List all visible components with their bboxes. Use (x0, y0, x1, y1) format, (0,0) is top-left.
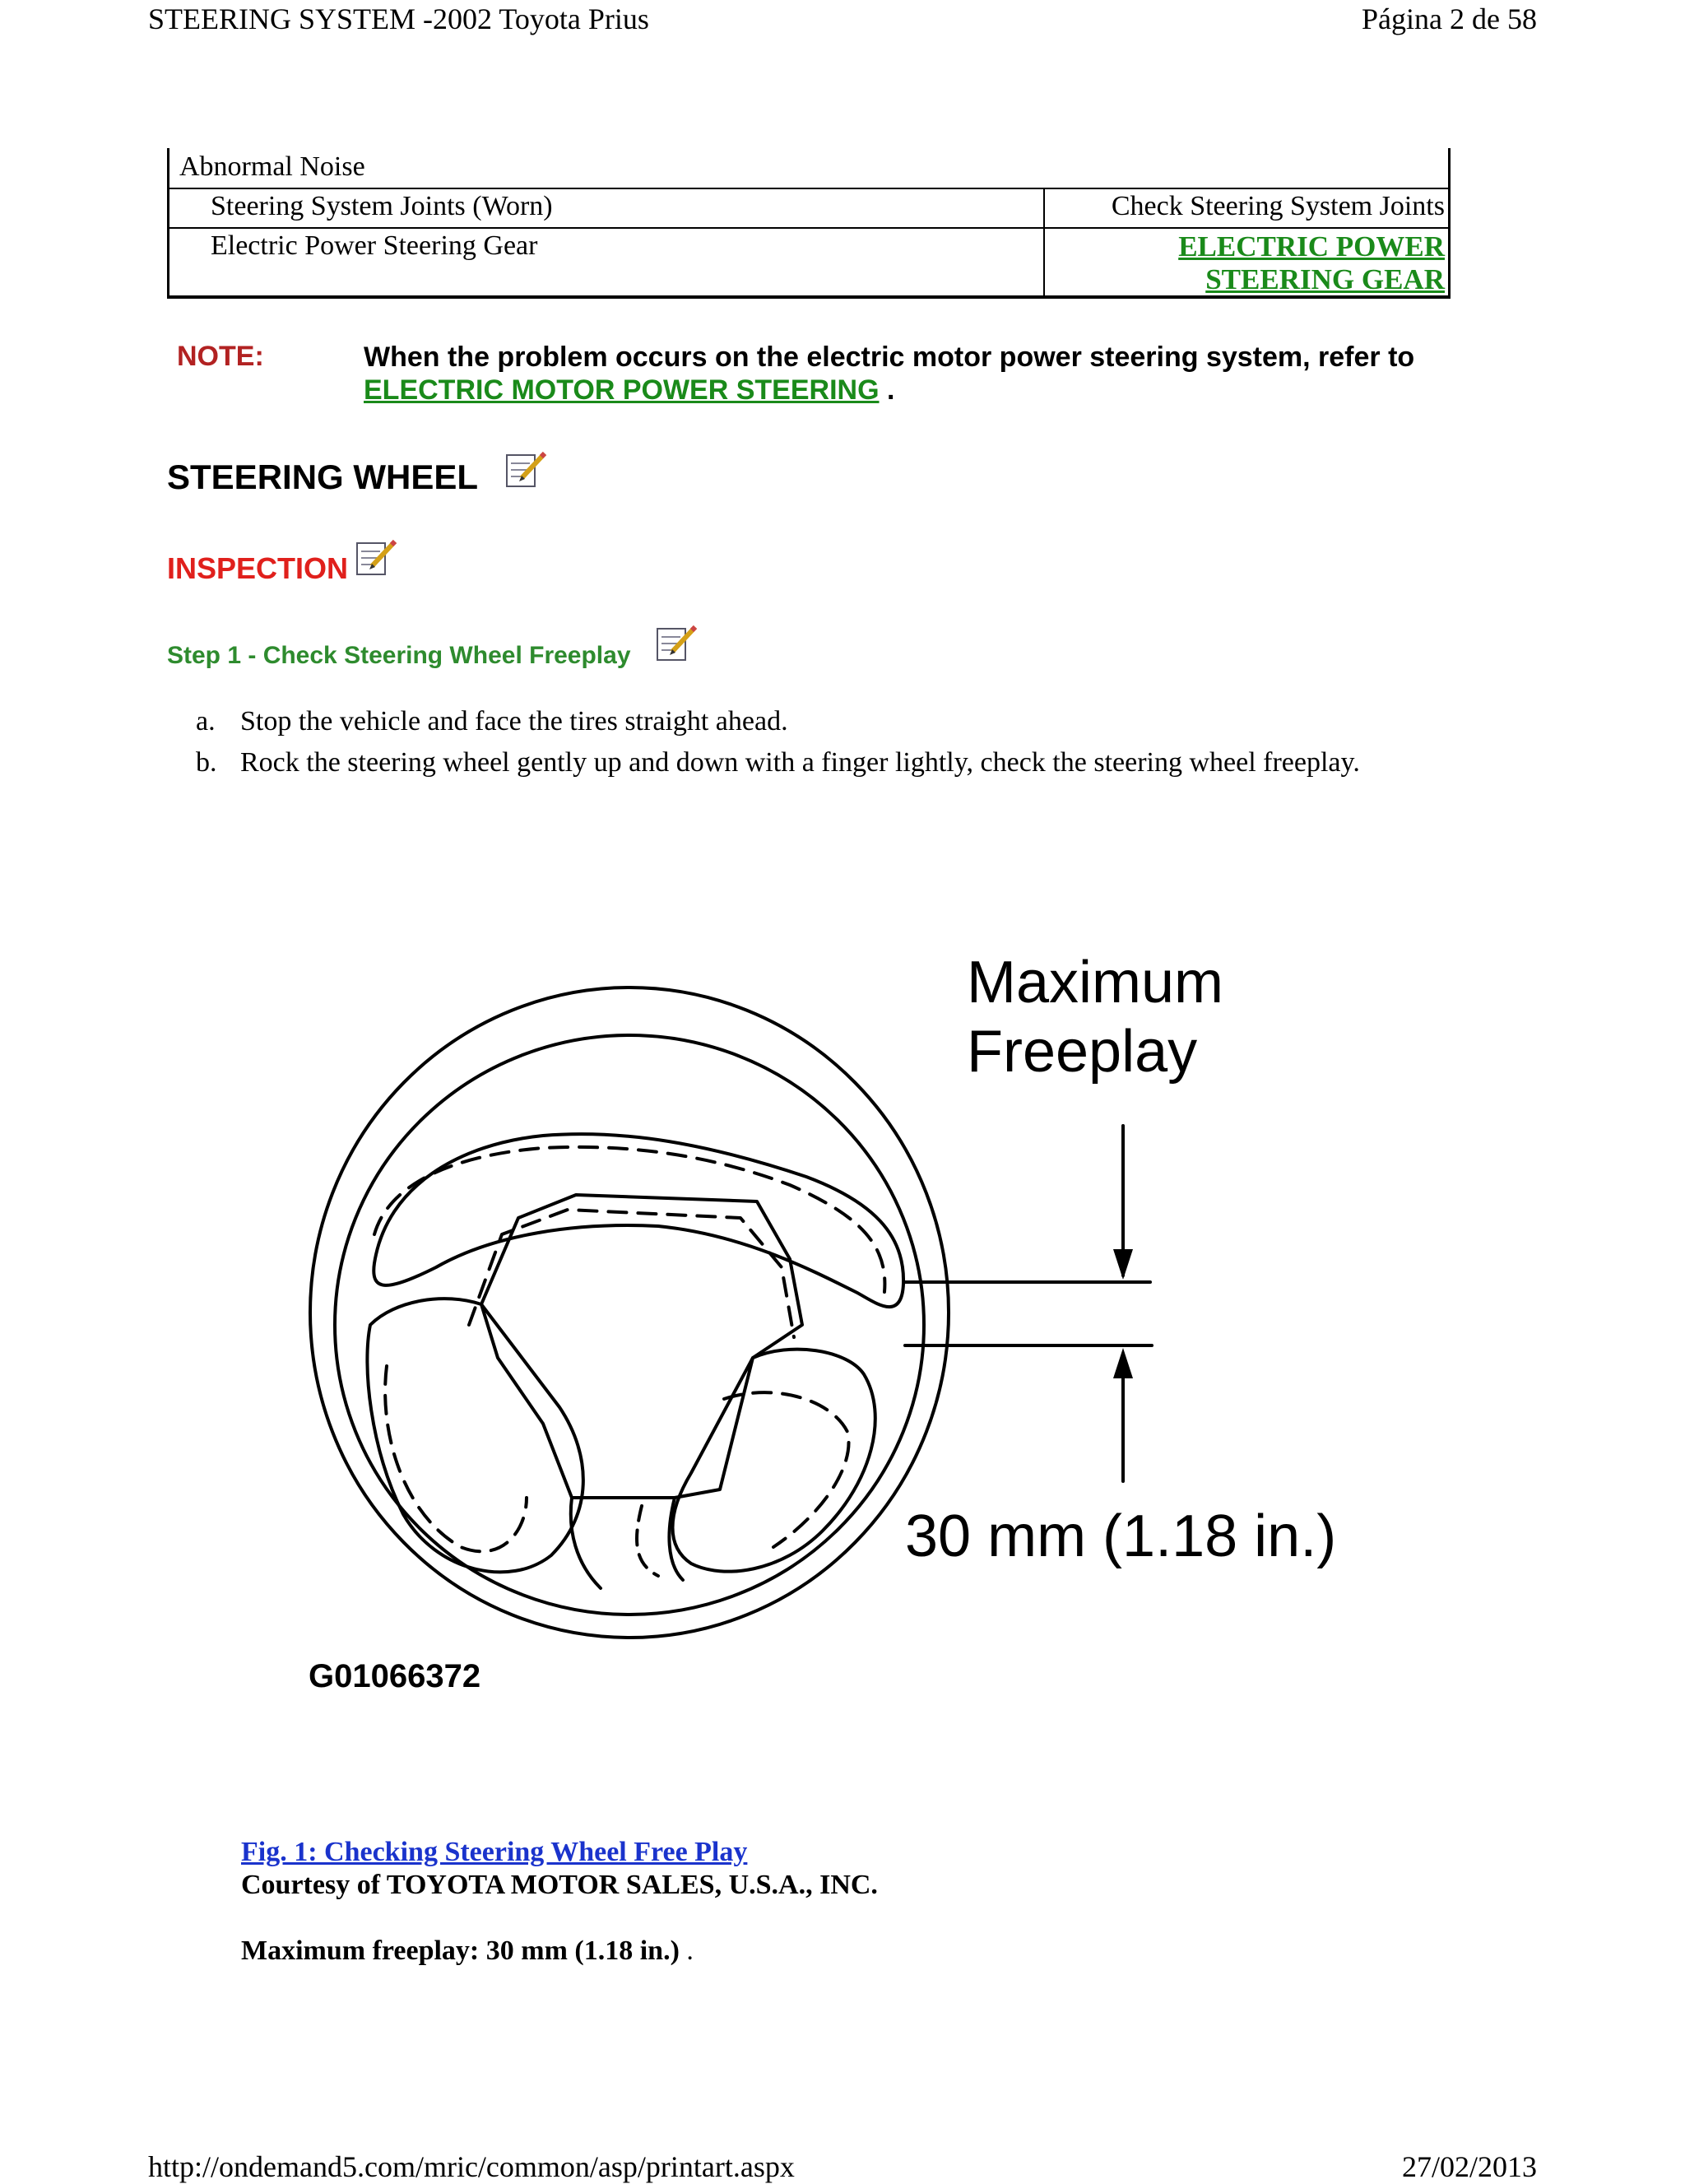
figure-label-line2: Freeplay (967, 1019, 1198, 1085)
arrow-down-icon (1113, 1249, 1133, 1280)
figure-courtesy: Courtesy of TOYOTA MOTOR SALES, U.S.A., INC. (241, 1870, 878, 1900)
step1-heading: Step 1 - Check Steering Wheel Freeplay (167, 642, 631, 669)
electric-motor-power-steering-link[interactable]: ELECTRIC MOTOR POWER STEERING (364, 374, 880, 406)
inspection-heading: INSPECTION (167, 551, 349, 585)
list-text: Stop the vehicle and face the tires straight ahead. (240, 706, 788, 737)
table-column-divider (1043, 188, 1045, 295)
steering-wheel-heading: STEERING WHEEL (167, 458, 479, 496)
table-row-action: Check Steering System Joints (1111, 191, 1445, 221)
spec-text: Maximum freeplay: 30 mm (1.18 in.) (241, 1935, 680, 1966)
figure-code: G01066372 (309, 1658, 481, 1694)
wheel-outer-rim (310, 987, 949, 1638)
footer-url: http://ondemand5.com/mric/common/asp/printart.aspx (148, 2150, 795, 2183)
list-marker: a. (196, 706, 216, 737)
note-label: NOTE: (177, 341, 264, 372)
page-number: Página 2 de 58 (1362, 2, 1537, 35)
electric-power-steering-gear-link-line2[interactable]: STEERING GEAR (1205, 263, 1445, 295)
spec-period: . (686, 1935, 694, 1966)
table-row-cause: Electric Power Steering Gear (211, 230, 538, 261)
note-body: When the problem occurs on the electric motor power steering system, refer to (364, 342, 1415, 373)
table-row-cause: Steering System Joints (Worn) (211, 191, 553, 221)
edit-note-icon[interactable] (504, 448, 550, 491)
wheel-inner-rim (335, 1035, 924, 1615)
note-period: . (886, 374, 895, 406)
table-divider (169, 227, 1448, 229)
list-item (196, 706, 788, 737)
list-text: Rock the steering wheel gently up and down with a finger lightly, check the steering wheel freeplay. (240, 747, 1360, 778)
document-title: STEERING SYSTEM -2002 Toyota Prius (148, 2, 649, 35)
figure-caption-link[interactable]: Fig. 1: Checking Steering Wheel Free Play (241, 1837, 748, 1867)
list-item (196, 747, 1360, 778)
diagnosis-table (167, 148, 1451, 299)
arrow-up-icon (1113, 1348, 1133, 1378)
figure-label (967, 948, 1223, 1086)
figure-measurement: 30 mm (1.18 in.) (905, 1503, 1337, 1569)
footer-date: 27/02/2013 (1401, 2150, 1537, 2183)
figure-label-line1: Maximum (967, 950, 1224, 1015)
list-marker: b. (196, 747, 217, 778)
edit-note-icon[interactable] (354, 537, 400, 579)
max-freeplay-spec (241, 1935, 694, 1967)
table-section-header: Abnormal Noise (179, 151, 365, 182)
table-divider (169, 188, 1448, 189)
note-text (364, 341, 1516, 407)
electric-power-steering-gear-link[interactable]: ELECTRIC POWER (1178, 230, 1445, 263)
edit-note-icon[interactable] (654, 622, 700, 665)
